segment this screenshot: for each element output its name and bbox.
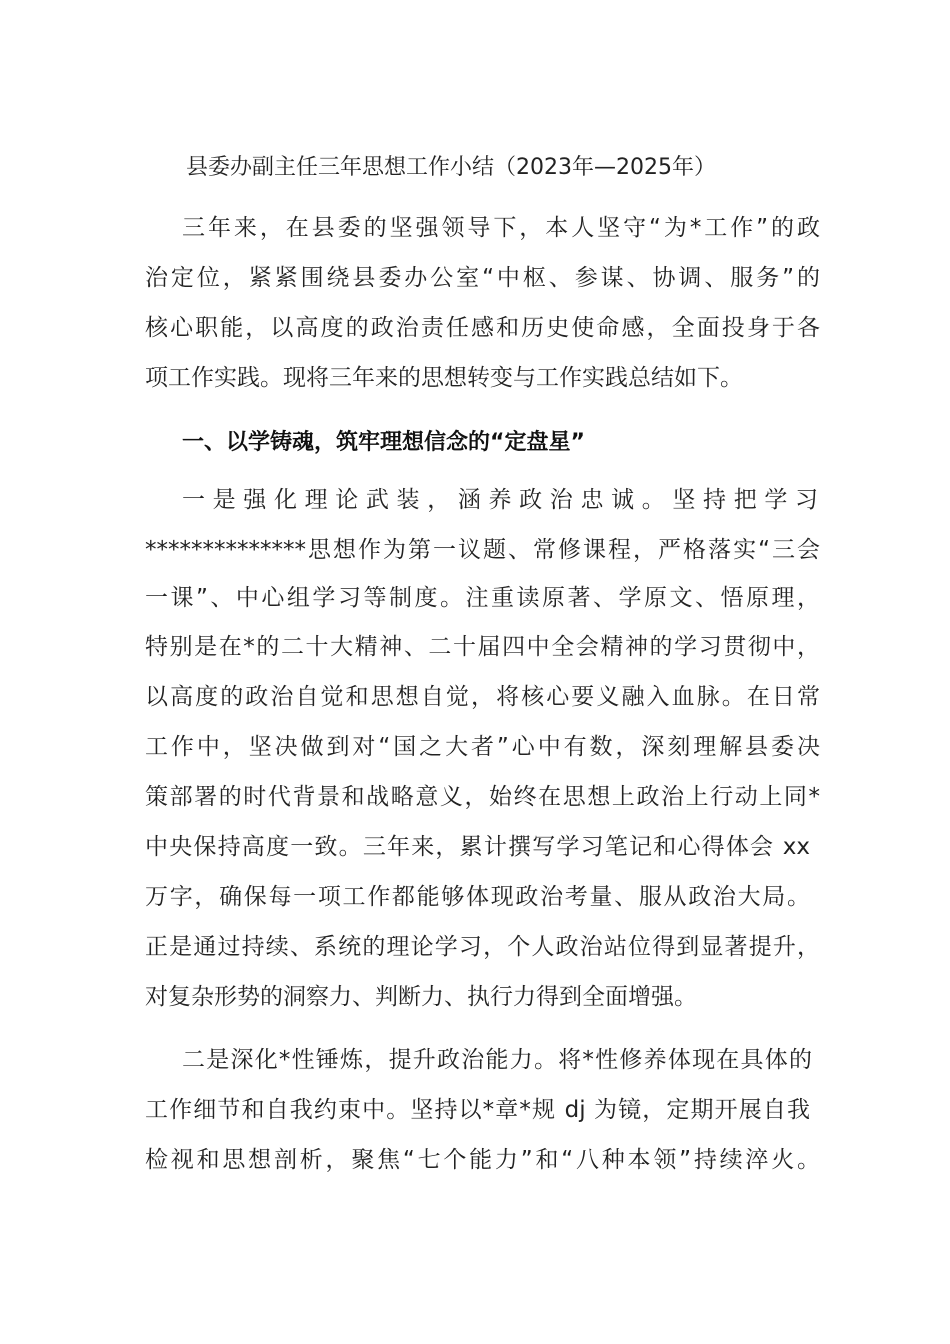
- paragraph-line: 万字，确保每一项工作都能够体现政治考量、服从政治大局。: [145, 884, 810, 910]
- paragraph-line: 策部署的时代背景和战略意义，始终在思想上政治上行动上同*: [145, 784, 820, 810]
- paragraph-line: 工作中，坚决做到对“国之大者”心中有数，深刻理解县委决: [145, 734, 820, 760]
- document-title: 县委办副主任三年思想工作小结（2023年—2025年）: [186, 155, 716, 180]
- paragraph-line: 中央保持高度一致。三年来，累计撰写学习笔记和心得体会 xx: [145, 834, 810, 860]
- paragraph-line: 一课”、中心组学习等制度。注重读原著、学原文、悟原理，: [145, 585, 820, 611]
- paragraph-line: **************思想作为第一议题、常修课程，严格落实“三会: [145, 537, 820, 563]
- paragraph-line: 二是深化*性锤炼，提升政治能力。将*性修养体现在具体的: [182, 1047, 812, 1073]
- section-heading: 一、以学铸魂，筑牢理想信念的“定盘星”: [182, 430, 585, 455]
- intro-line: 三年来，在县委的坚强领导下，本人坚守“为*工作”的政: [182, 215, 820, 241]
- paragraph-line: 检视和思想剖析，聚焦“七个能力”和“八种本领”持续淬火。: [145, 1147, 820, 1173]
- paragraph-line: 对复杂形势的洞察力、判断力、执行力得到全面增强。: [145, 984, 697, 1010]
- intro-line: 项工作实践。现将三年来的思想转变与工作实践总结如下。: [145, 365, 743, 391]
- paragraph-line: 工作细节和自我约束中。坚持以*章*规 dj 为镜，定期开展自我: [145, 1097, 810, 1123]
- paragraph-line: 以高度的政治自觉和思想自觉，将核心要义融入血脉。在日常: [145, 684, 820, 710]
- intro-line: 核心职能，以高度的政治责任感和历史使命感，全面投身于各: [145, 315, 820, 341]
- paragraph-line: 一是强化理论武装，涵养政治忠诚。坚持把学习: [182, 487, 820, 513]
- paragraph-line: 正是通过持续、系统的理论学习，个人政治站位得到显著提升，: [145, 934, 820, 960]
- intro-line: 治定位，紧紧围绕县委办公室“中枢、参谋、协调、服务”的: [145, 265, 820, 291]
- paragraph-line: 特别是在*的二十大精神、二十届四中全会精神的学习贯彻中，: [145, 634, 820, 660]
